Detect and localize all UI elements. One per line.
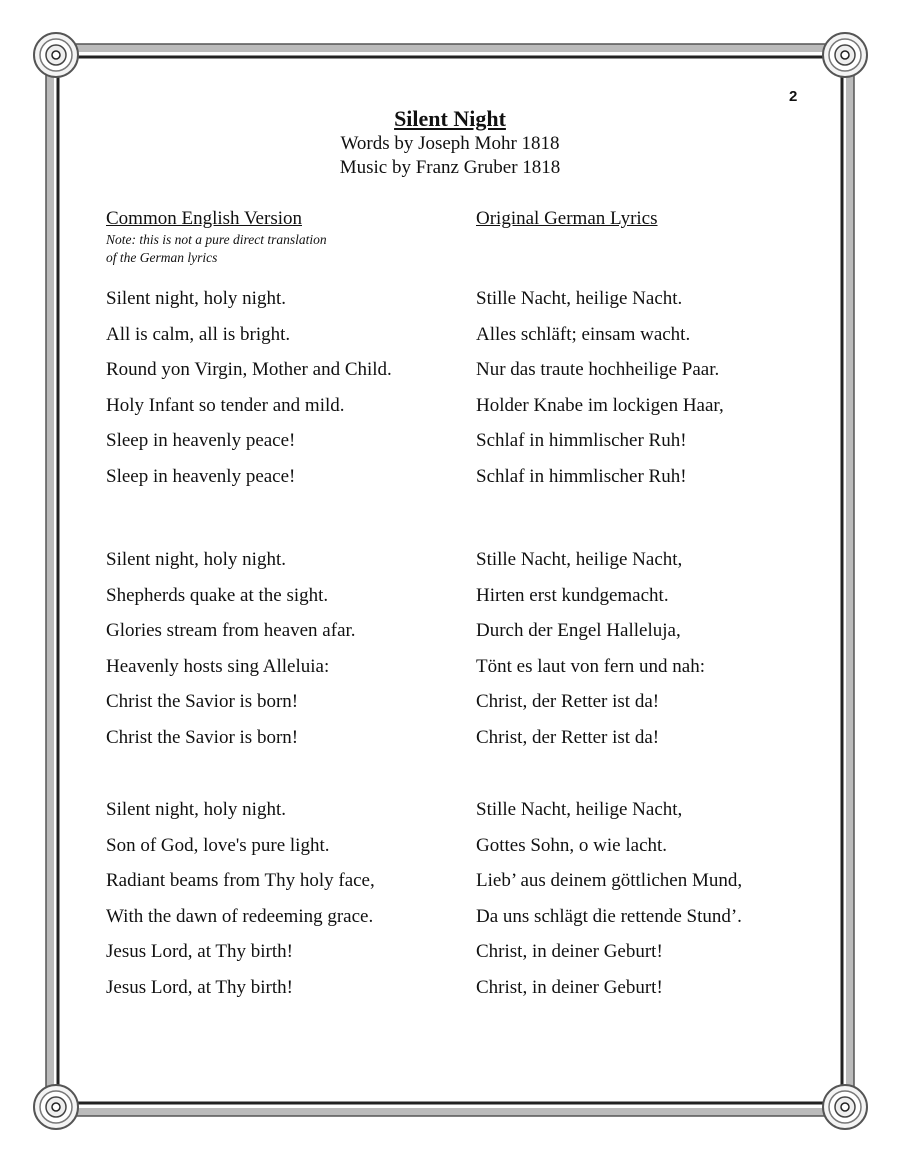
- music-credit: Music by Franz Gruber 1818: [339, 157, 561, 178]
- lyric-line: Christ the Savior is born!: [106, 691, 299, 712]
- lyric-line: Jesus Lord, at Thy birth!: [106, 941, 293, 962]
- german-verse-3: [476, 798, 836, 1011]
- lyric-line: Nur das traute hochheilige Paar.: [476, 359, 720, 380]
- lyric-line: Da uns schlägt die rettende Stund’.: [476, 905, 742, 927]
- german-verse-2: [476, 548, 836, 761]
- translation-note-line-2: of the German lyrics: [106, 250, 218, 265]
- english-verse-3: [106, 798, 466, 1011]
- german-column: [476, 207, 816, 998]
- lyric-line: Christ, der Retter ist da!: [476, 691, 660, 712]
- lyric-line: Stille Nacht, heilige Nacht,: [476, 549, 683, 570]
- lyric-line: Christ the Savior is born!: [106, 726, 299, 748]
- words-credit: Words by Joseph Mohr 1818: [340, 133, 560, 154]
- lyric-line: Stille Nacht, heilige Nacht,: [476, 799, 683, 820]
- corner-ornament-bottom-left: [34, 1085, 78, 1129]
- lyric-line: Radiant beams from Thy holy face,: [106, 870, 375, 891]
- corner-ornament-top-left: [34, 33, 78, 77]
- lyric-line: Stille Nacht, heilige Nacht.: [476, 288, 683, 309]
- lyric-line: Gottes Sohn, o wie lacht.: [476, 834, 668, 856]
- lyric-line: Silent night, holy night.: [106, 549, 286, 570]
- lyric-line: Sleep in heavenly peace!: [106, 465, 296, 487]
- lyric-line: Holder Knabe im lockigen Haar,: [476, 394, 724, 416]
- english-verse-1: [106, 287, 466, 500]
- lyric-line: Round yon Virgin, Mother and Child.: [106, 359, 392, 380]
- english-verse-2: [106, 548, 466, 761]
- corner-ornament-top-right: [823, 33, 867, 77]
- german-heading: Original German Lyrics: [476, 208, 658, 229]
- lyric-line: Christ, in deiner Geburt!: [476, 976, 663, 998]
- lyric-line: With the dawn of redeeming grace.: [106, 905, 374, 927]
- corner-ornament-bottom-right: [823, 1085, 867, 1129]
- lyric-line: Holy Infant so tender and mild.: [106, 394, 345, 416]
- lyric-line: Christ, der Retter ist da!: [476, 726, 660, 748]
- lyric-line: Glories stream from heaven afar.: [106, 620, 356, 641]
- lyric-line: Jesus Lord, at Thy birth!: [106, 976, 293, 998]
- english-heading: Common English Version: [106, 208, 302, 229]
- german-verse-1: [476, 287, 836, 500]
- page-number: 2: [789, 88, 798, 105]
- lyric-line: Silent night, holy night.: [106, 288, 286, 309]
- lyric-line: All is calm, all is bright.: [106, 323, 291, 345]
- lyric-line: Hirten erst kundgemacht.: [476, 584, 669, 606]
- lyric-line: Silent night, holy night.: [106, 799, 286, 820]
- title-block: [250, 106, 650, 180]
- lyric-line: Lieb’ aus deinem göttlichen Mund,: [476, 870, 743, 891]
- lyric-line: Shepherds quake at the sight.: [106, 584, 329, 606]
- lyric-line: Heavenly hosts sing Alleluia:: [106, 655, 330, 677]
- english-column: [106, 207, 446, 998]
- lyric-line: Schlaf in himmlischer Ruh!: [476, 430, 687, 451]
- lyric-line: Son of God, love's pure light.: [106, 834, 330, 856]
- lyric-line: Durch der Engel Halleluja,: [476, 620, 681, 641]
- lyric-line: Sleep in heavenly peace!: [106, 430, 296, 451]
- lyric-line: Christ, in deiner Geburt!: [476, 941, 663, 962]
- song-title: Silent Night: [394, 106, 506, 131]
- lyric-line: Schlaf in himmlischer Ruh!: [476, 465, 687, 487]
- translation-note-line-1: Note: this is not a pure direct translation: [106, 232, 327, 247]
- lyric-line: Tönt es laut von fern und nah:: [476, 655, 706, 677]
- lyric-line: Alles schläft; einsam wacht.: [476, 323, 691, 345]
